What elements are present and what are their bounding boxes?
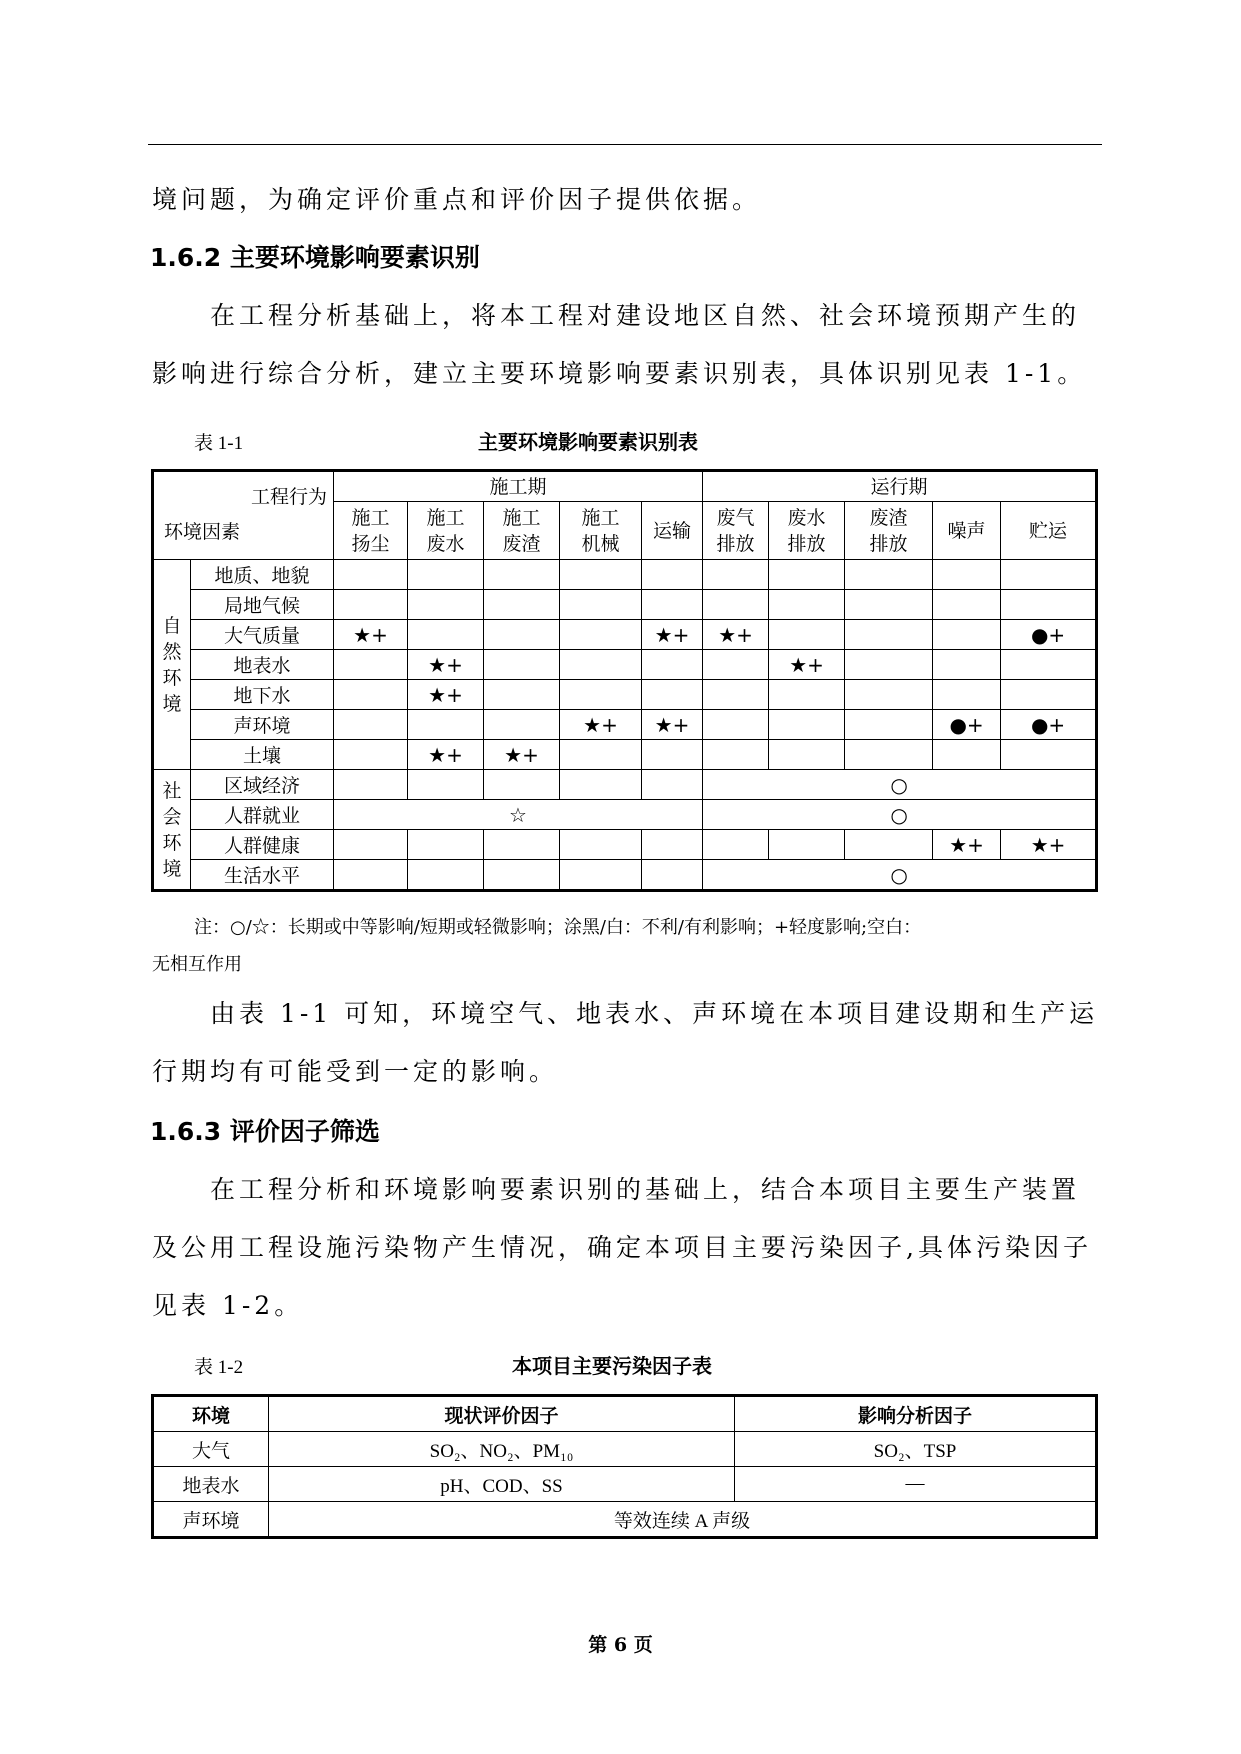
category-social: 社 会 环 境 bbox=[153, 770, 191, 891]
impact-mark: ○ bbox=[703, 770, 1097, 800]
impact-mark: ★+ bbox=[408, 650, 484, 680]
pollution-factor-table bbox=[151, 1394, 1098, 1539]
header-current-factors: 现状评价因子 bbox=[269, 1396, 735, 1432]
row-label: 区域经济 bbox=[191, 770, 334, 800]
env-cell: 地表水 bbox=[153, 1467, 269, 1502]
impact-mark: ★+ bbox=[484, 740, 560, 770]
paragraph-line: 及公用工程设施污染物产生情况，确定本项目主要污染因子,具体污染因子 bbox=[152, 1233, 1092, 1262]
section-heading-162: 1.6.2 主要环境影响要素识别 bbox=[150, 243, 480, 272]
impact-mark: ★+ bbox=[408, 740, 484, 770]
column-header: 废水 排放 bbox=[769, 502, 845, 560]
column-header: 运输 bbox=[642, 502, 703, 560]
column-header: 贮运 bbox=[1001, 502, 1097, 560]
table1-note-continued: 无相互作用 bbox=[152, 954, 242, 975]
row-label: 人群健康 bbox=[191, 830, 334, 860]
impact-mark: ★+ bbox=[334, 620, 408, 650]
section-heading-163: 1.6.3 评价因子筛选 bbox=[150, 1117, 380, 1146]
row-label: 人群就业 bbox=[191, 800, 334, 830]
impact-mark: ★+ bbox=[642, 620, 703, 650]
paragraph-line: 在工程分析和环境影响要素识别的基础上，结合本项目主要生产装置 bbox=[210, 1175, 1081, 1204]
row-label: 地下水 bbox=[191, 680, 334, 710]
category-natural: 自 然 环 境 bbox=[153, 560, 191, 770]
impact-mark: ☆ bbox=[334, 800, 703, 830]
impact-factor-cell: — bbox=[735, 1467, 1097, 1502]
paragraph-line: 影响进行综合分析，建立主要环境影响要素识别表，具体识别见表 1-1。 bbox=[152, 359, 1087, 388]
impact-mark: ★+ bbox=[642, 710, 703, 740]
impact-identification-table bbox=[151, 469, 1098, 892]
impact-mark: ★+ bbox=[933, 830, 1001, 860]
intro-line: 境问题，为确定评价重点和评价因子提供依据。 bbox=[152, 185, 762, 214]
column-header: 施工 废水 bbox=[408, 502, 484, 560]
row-label: 大气质量 bbox=[191, 620, 334, 650]
row-label: 声环境 bbox=[191, 710, 334, 740]
group-operation-period: 运行期 bbox=[703, 471, 1097, 502]
column-header: 废渣 排放 bbox=[845, 502, 933, 560]
env-cell: 声环境 bbox=[153, 1502, 269, 1538]
paragraph-line: 见表 1-2。 bbox=[152, 1291, 304, 1320]
row-label: 土壤 bbox=[191, 740, 334, 770]
column-header: 噪声 bbox=[933, 502, 1001, 560]
group-construction-period: 施工期 bbox=[334, 471, 703, 502]
column-header: 废气 排放 bbox=[703, 502, 769, 560]
table1-note: 注：○/☆：长期或中等影响/短期或轻微影响；涂黑/白：不利/有利影响；+轻度影响;空白： bbox=[194, 917, 922, 938]
paragraph-line: 由表 1-1 可知，环境空气、地表水、声环境在本项目建设期和生产运 bbox=[210, 999, 1099, 1028]
env-cell: 大气 bbox=[153, 1432, 269, 1467]
impact-mark: ●+ bbox=[933, 710, 1001, 740]
corner-top-label: 工程行为 bbox=[250, 486, 327, 508]
impact-mark: ○ bbox=[703, 860, 1097, 891]
paragraph-line: 在工程分析基础上，将本工程对建设地区自然、社会环境预期产生的 bbox=[210, 301, 1081, 330]
column-header: 施工 废渣 bbox=[484, 502, 560, 560]
header-rule bbox=[148, 144, 1102, 145]
current-factor-cell: pH、COD、SS bbox=[269, 1467, 735, 1502]
impact-mark: ★+ bbox=[703, 620, 769, 650]
table1-title: 主要环境影响要素识别表 bbox=[478, 430, 698, 454]
corner-bottom-label: 环境因素 bbox=[164, 521, 241, 543]
row-label: 生活水平 bbox=[191, 860, 334, 891]
impact-mark: ●+ bbox=[1001, 620, 1097, 650]
column-header: 施工 机械 bbox=[560, 502, 642, 560]
row-label: 地质、地貌 bbox=[191, 560, 334, 590]
impact-mark: ★+ bbox=[408, 680, 484, 710]
table1-corner-cell bbox=[153, 471, 334, 560]
row-label: 局地气候 bbox=[191, 590, 334, 620]
row-label: 地表水 bbox=[191, 650, 334, 680]
merged-factor-cell: 等效连续 A 声级 bbox=[269, 1502, 1097, 1538]
table1-number: 表 1-1 bbox=[194, 433, 244, 454]
header-env: 环境 bbox=[153, 1396, 269, 1432]
table2-number: 表 1-2 bbox=[194, 1357, 244, 1378]
impact-mark: ○ bbox=[703, 800, 1097, 830]
header-impact-factors: 影响分析因子 bbox=[735, 1396, 1097, 1432]
table2-title: 本项目主要污染因子表 bbox=[512, 1354, 712, 1378]
page-number: 第 6 页 bbox=[588, 1634, 653, 1656]
impact-mark: ★+ bbox=[769, 650, 845, 680]
impact-mark: ●+ bbox=[1001, 710, 1097, 740]
impact-mark: ★+ bbox=[560, 710, 642, 740]
paragraph-line: 行期均有可能受到一定的影响。 bbox=[152, 1057, 559, 1086]
impact-factor-cell: SO₂、TSP bbox=[735, 1432, 1097, 1467]
impact-mark: ★+ bbox=[1001, 830, 1097, 860]
current-factor-cell: SO₂、NO₂、PM₁₀ bbox=[269, 1432, 735, 1467]
column-header: 施工 扬尘 bbox=[334, 502, 408, 560]
